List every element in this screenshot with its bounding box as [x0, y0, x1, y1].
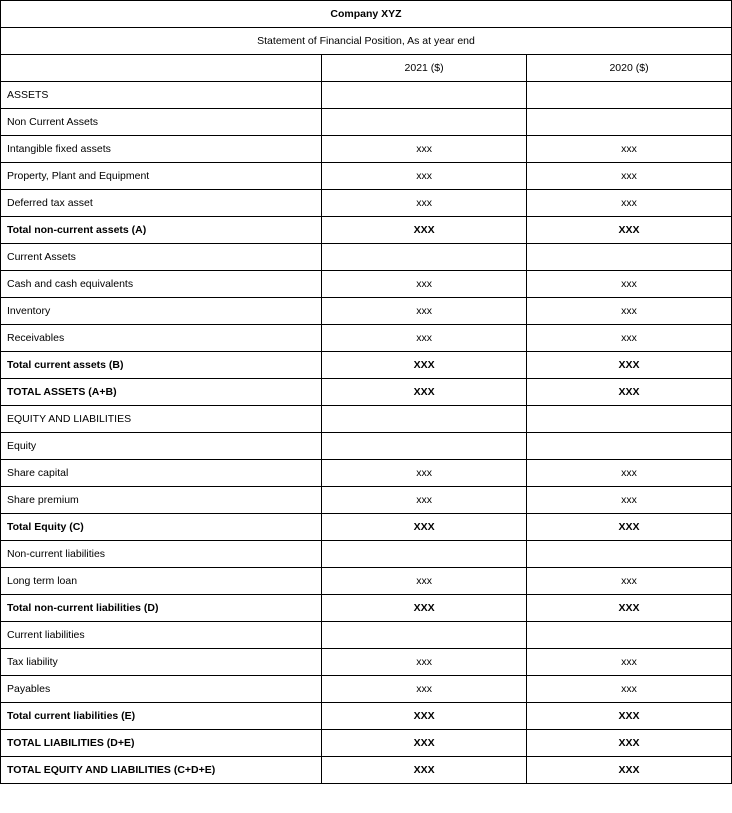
value-2021-cell[interactable]: xxx — [322, 568, 527, 595]
value-2021-cell[interactable] — [322, 406, 527, 433]
row-label-cell[interactable]: Payables — [1, 676, 322, 703]
value-2020-cell[interactable]: xxx — [527, 460, 732, 487]
row-label-cell[interactable]: Non-current liabilities — [1, 541, 322, 568]
value-2021-cell[interactable]: xxx — [322, 649, 527, 676]
value-2021-cell[interactable]: xxx — [322, 298, 527, 325]
value-2021-cell[interactable] — [322, 82, 527, 109]
table-row — [1, 379, 732, 406]
row-label-cell[interactable]: Total current assets (B) — [1, 352, 322, 379]
company-title[interactable]: Company XYZ — [1, 1, 732, 28]
value-2020-cell[interactable]: XXX — [527, 379, 732, 406]
table-row — [1, 136, 732, 163]
value-2020-cell[interactable]: xxx — [527, 298, 732, 325]
table-row — [1, 514, 732, 541]
row-label-cell[interactable]: Equity — [1, 433, 322, 460]
value-2020-cell[interactable] — [527, 406, 732, 433]
value-2021-cell[interactable]: XXX — [322, 514, 527, 541]
value-2020-cell[interactable] — [527, 622, 732, 649]
row-label-cell[interactable]: Long term loan — [1, 568, 322, 595]
statement-subtitle[interactable]: Statement of Financial Position, As at year end — [1, 28, 732, 55]
row-label-cell[interactable]: Cash and cash equivalents — [1, 271, 322, 298]
value-2020-cell[interactable] — [527, 82, 732, 109]
value-2021-cell[interactable] — [322, 622, 527, 649]
value-2021-cell[interactable]: xxx — [322, 460, 527, 487]
table-row — [1, 298, 732, 325]
table-row — [1, 352, 732, 379]
title-row — [1, 1, 732, 28]
value-2020-cell[interactable]: XXX — [527, 757, 732, 784]
value-2020-cell[interactable]: XXX — [527, 514, 732, 541]
row-label-cell[interactable]: Total non-current assets (A) — [1, 217, 322, 244]
value-2021-cell[interactable]: xxx — [322, 136, 527, 163]
table-row — [1, 730, 732, 757]
row-label-cell[interactable]: Total current liabilities (E) — [1, 703, 322, 730]
table-row — [1, 568, 732, 595]
value-2020-cell[interactable]: xxx — [527, 190, 732, 217]
value-2021-cell[interactable]: XXX — [322, 352, 527, 379]
value-2021-cell[interactable] — [322, 541, 527, 568]
table-row — [1, 757, 732, 784]
row-label-cell[interactable]: Non Current Assets — [1, 109, 322, 136]
row-label-cell[interactable]: Receivables — [1, 325, 322, 352]
table-row — [1, 217, 732, 244]
table-row — [1, 487, 732, 514]
row-label-cell[interactable]: Inventory — [1, 298, 322, 325]
table-row — [1, 676, 732, 703]
header-2021[interactable]: 2021 ($) — [322, 55, 527, 82]
row-label-cell[interactable]: Total non-current liabilities (D) — [1, 595, 322, 622]
value-2020-cell[interactable]: xxx — [527, 325, 732, 352]
table-row — [1, 433, 732, 460]
value-2021-cell[interactable]: XXX — [322, 595, 527, 622]
value-2020-cell[interactable]: xxx — [527, 136, 732, 163]
subtitle-row — [1, 28, 732, 55]
value-2020-cell[interactable]: xxx — [527, 163, 732, 190]
table-row — [1, 163, 732, 190]
value-2021-cell[interactable]: xxx — [322, 676, 527, 703]
row-label-cell[interactable]: Share premium — [1, 487, 322, 514]
value-2021-cell[interactable]: xxx — [322, 163, 527, 190]
value-2021-cell[interactable]: xxx — [322, 487, 527, 514]
table-row — [1, 406, 732, 433]
table-row — [1, 595, 732, 622]
value-2020-cell[interactable]: xxx — [527, 568, 732, 595]
header-label-cell[interactable] — [1, 55, 322, 82]
row-label-cell[interactable]: Deferred tax asset — [1, 190, 322, 217]
row-label-cell[interactable]: Total Equity (C) — [1, 514, 322, 541]
row-label-cell[interactable]: Share capital — [1, 460, 322, 487]
value-2020-cell[interactable] — [527, 109, 732, 136]
value-2020-cell[interactable]: xxx — [527, 271, 732, 298]
value-2021-cell[interactable] — [322, 109, 527, 136]
value-2020-cell[interactable]: xxx — [527, 676, 732, 703]
table-row — [1, 82, 732, 109]
table-row — [1, 244, 732, 271]
header-2020[interactable]: 2020 ($) — [527, 55, 732, 82]
table-row — [1, 460, 732, 487]
value-2020-cell[interactable] — [527, 244, 732, 271]
table-row — [1, 190, 732, 217]
table-row — [1, 325, 732, 352]
row-label-cell[interactable]: Current Assets — [1, 244, 322, 271]
value-2021-cell[interactable]: XXX — [322, 217, 527, 244]
value-2021-cell[interactable]: XXX — [322, 703, 527, 730]
value-2021-cell[interactable]: xxx — [322, 190, 527, 217]
value-2020-cell[interactable] — [527, 433, 732, 460]
value-2021-cell[interactable] — [322, 433, 527, 460]
value-2021-cell[interactable]: xxx — [322, 325, 527, 352]
header-row — [1, 55, 732, 82]
table-row — [1, 271, 732, 298]
value-2020-cell[interactable]: XXX — [527, 352, 732, 379]
value-2020-cell[interactable]: xxx — [527, 487, 732, 514]
value-2020-cell[interactable]: XXX — [527, 595, 732, 622]
value-2021-cell[interactable]: XXX — [322, 379, 527, 406]
table-row — [1, 109, 732, 136]
row-label-cell[interactable]: TOTAL EQUITY AND LIABILITIES (C+D+E) — [1, 757, 322, 784]
row-label-cell[interactable]: TOTAL LIABILITIES (D+E) — [1, 730, 322, 757]
row-label-cell[interactable]: Current liabilities — [1, 622, 322, 649]
value-2020-cell[interactable] — [527, 541, 732, 568]
table-row — [1, 703, 732, 730]
value-2021-cell[interactable]: xxx — [322, 271, 527, 298]
row-label-cell[interactable]: Intangible fixed assets — [1, 136, 322, 163]
value-2020-cell[interactable]: XXX — [527, 730, 732, 757]
value-2021-cell[interactable]: XXX — [322, 730, 527, 757]
row-label-cell[interactable]: EQUITY AND LIABILITIES — [1, 406, 322, 433]
value-2020-cell[interactable]: XXX — [527, 703, 732, 730]
row-label-cell[interactable]: Property, Plant and Equipment — [1, 163, 322, 190]
row-label-cell[interactable]: ASSETS — [1, 82, 322, 109]
table-row — [1, 622, 732, 649]
table-row — [1, 541, 732, 568]
row-label-cell[interactable]: Tax liability — [1, 649, 322, 676]
row-label-cell[interactable]: TOTAL ASSETS (A+B) — [1, 379, 322, 406]
value-2020-cell[interactable]: xxx — [527, 649, 732, 676]
value-2020-cell[interactable]: XXX — [527, 217, 732, 244]
value-2021-cell[interactable]: XXX — [322, 757, 527, 784]
table-row — [1, 649, 732, 676]
value-2021-cell[interactable] — [322, 244, 527, 271]
